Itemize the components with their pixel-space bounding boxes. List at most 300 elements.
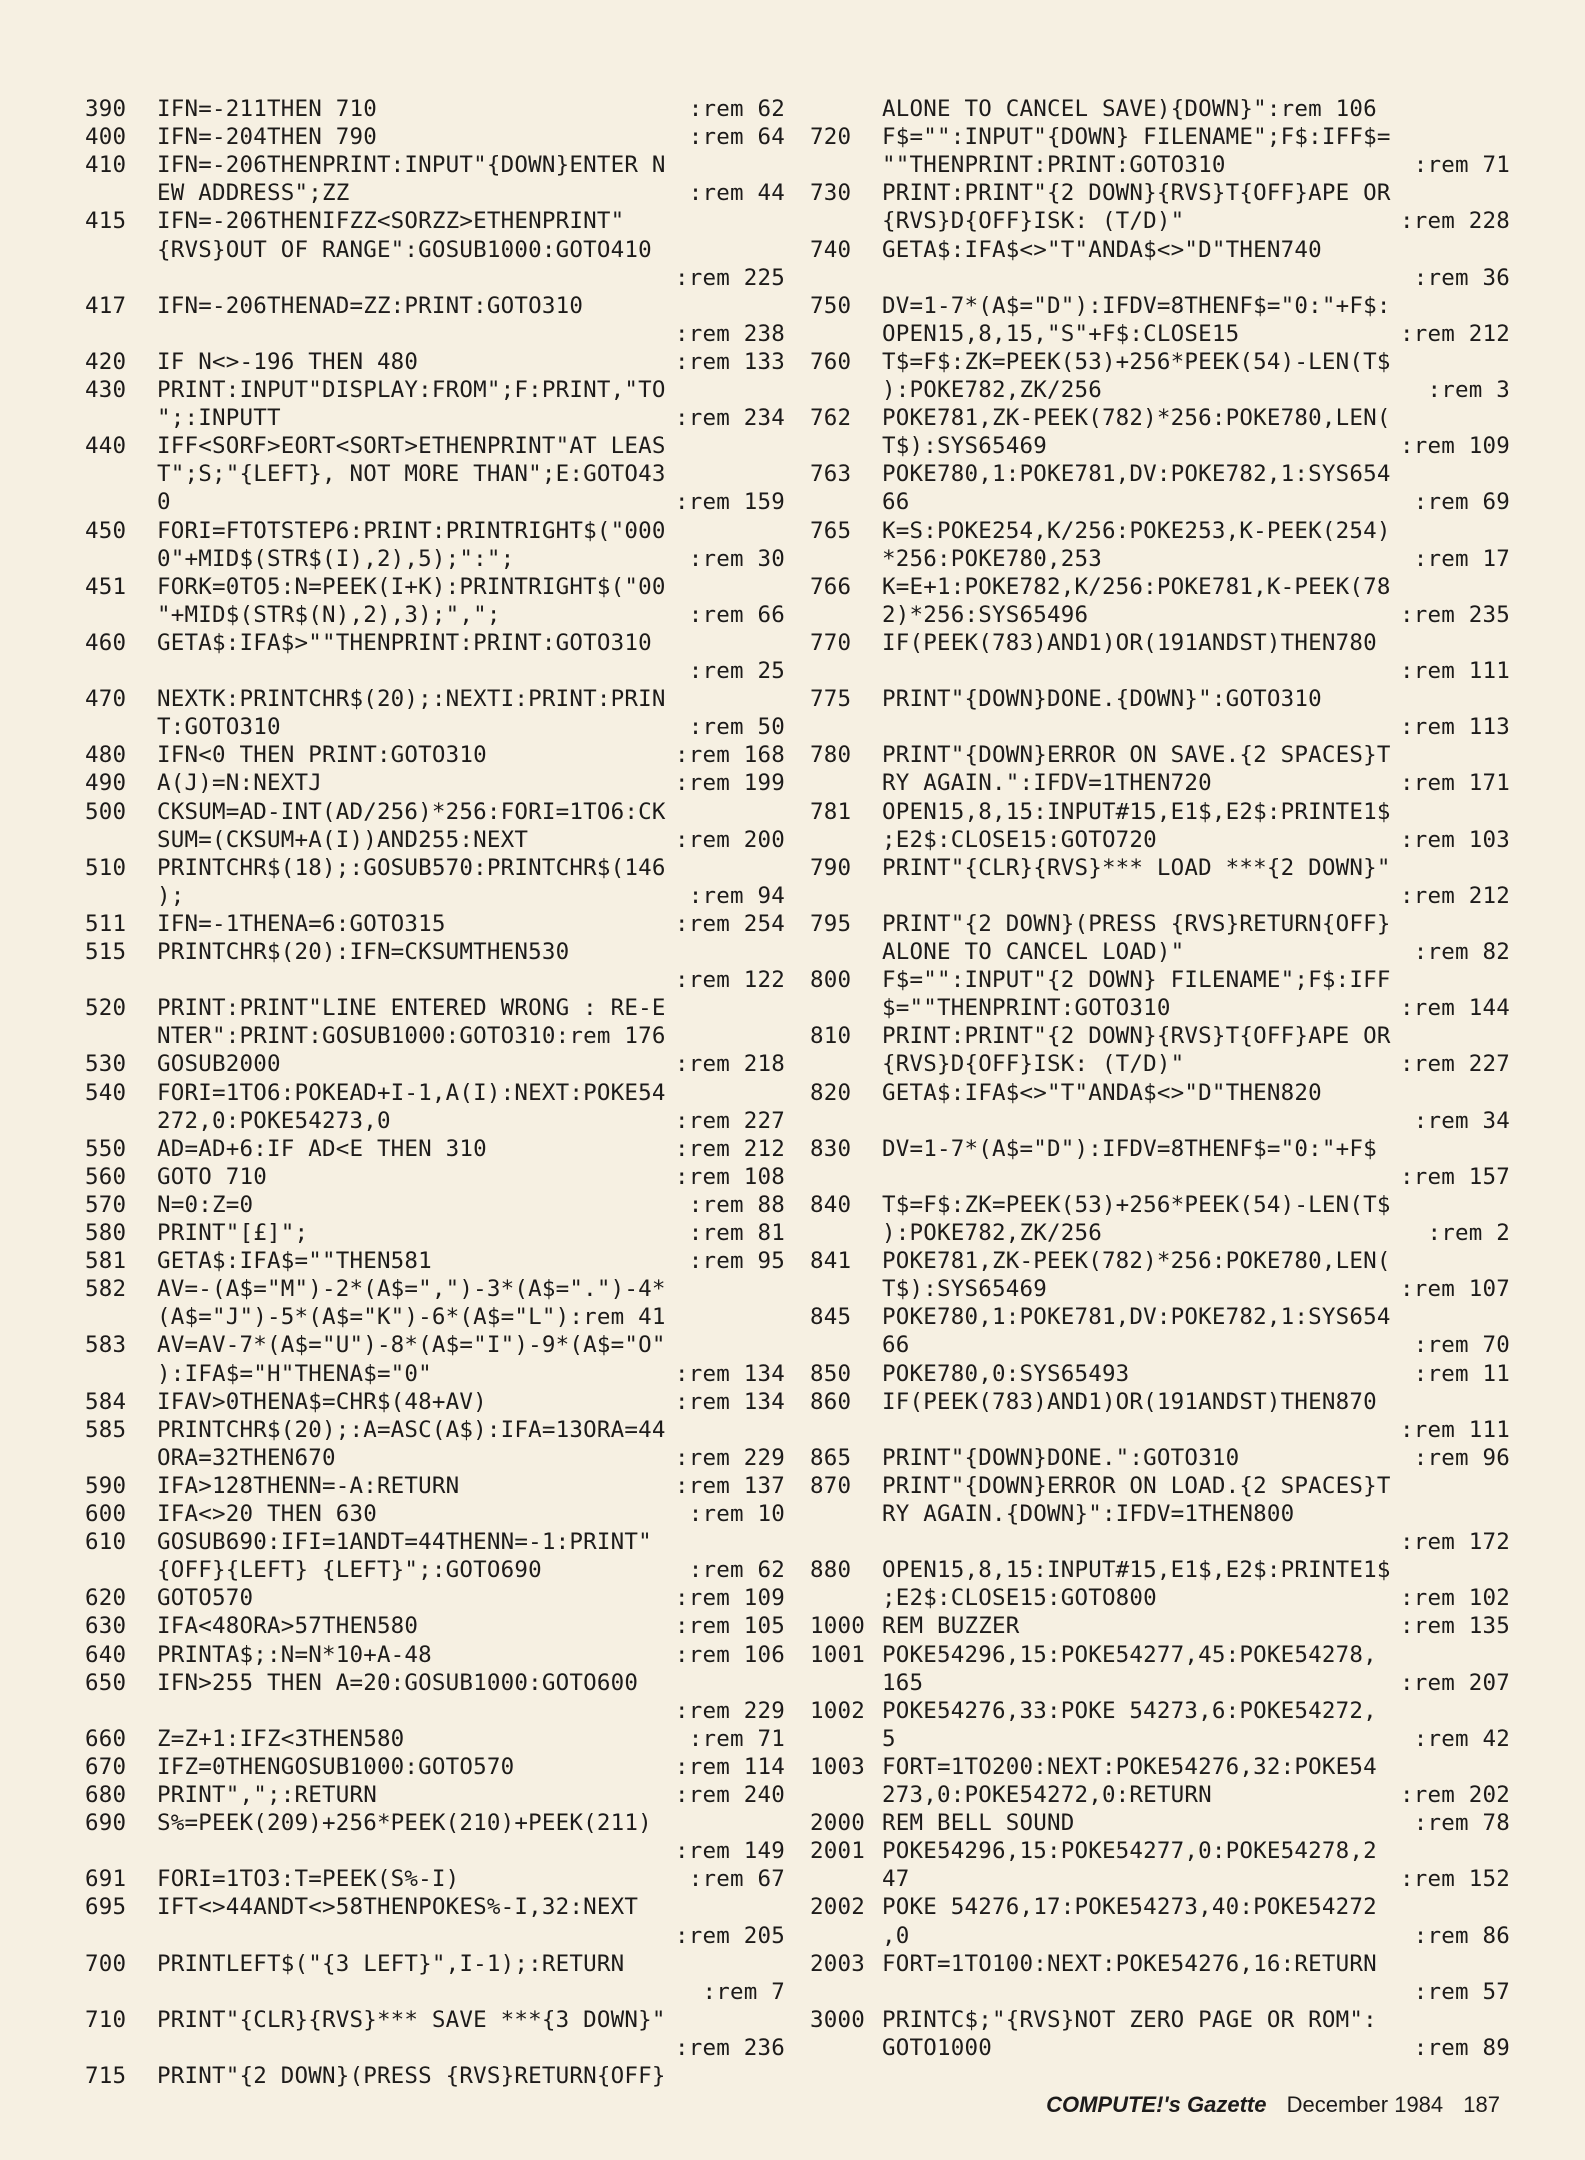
checksum-remark: :rem 212 xyxy=(1400,320,1510,347)
checksum-remark: :rem 199 xyxy=(675,770,785,797)
code-text: IFN>255 THEN A=20:GOSUB1000:GOTO600 xyxy=(157,1669,639,1696)
checksum-remark: :rem 152 xyxy=(1400,1866,1510,1893)
code-text: N=0:Z=0 xyxy=(157,1191,254,1218)
line-number: 460 xyxy=(85,629,127,656)
checksum-remark: :rem 25 xyxy=(688,658,785,684)
code-text: POKE780,1:POKE781,DV:POKE782,1:SYS654 xyxy=(882,461,1391,488)
code-line xyxy=(810,994,1510,1022)
line-number: 865 xyxy=(810,1444,852,1471)
code-line xyxy=(85,2062,785,2090)
checksum-remark: :rem 122 xyxy=(675,967,785,994)
checksum-remark: :rem 168 xyxy=(675,742,785,769)
code-line xyxy=(85,1809,785,1837)
code-text: RY AGAIN.{DOWN}":IFDV=1THEN800 xyxy=(882,1501,1295,1527)
line-number: 640 xyxy=(85,1641,127,1668)
line-number: 590 xyxy=(85,1472,127,1499)
code-text: GETA$:IFA$>""THENPRINT:PRINT:GOTO310 xyxy=(157,629,652,656)
code-text: *256:POKE780,253 xyxy=(882,545,1102,572)
checksum-remark: :rem 103 xyxy=(1400,826,1510,853)
code-text: T";S;"{LEFT}, NOT MORE THAN";E:GOTO43 xyxy=(157,461,666,488)
issue-date: December 1984 xyxy=(1286,2092,1444,2117)
code-text: ):IFA$="H"THENA$="0" xyxy=(157,1360,432,1387)
checksum-remark: :rem 69 xyxy=(1413,489,1510,516)
code-text: EW ADDRESS";ZZ xyxy=(157,180,350,207)
code-text: F$="":INPUT"{2 DOWN} FILENAME";F$:IFF xyxy=(882,967,1391,994)
code-line xyxy=(85,1135,785,1163)
code-text: IFN=-206THENAD=ZZ:PRINT:GOTO310 xyxy=(157,292,584,319)
line-number: 850 xyxy=(810,1360,852,1387)
checksum-remark: :rem 94 xyxy=(688,882,785,909)
line-number: 765 xyxy=(810,517,852,544)
code-text: NEXTK:PRINTCHR$(20);:NEXTI:PRINT:PRIN xyxy=(157,686,666,713)
code-line xyxy=(810,657,1510,685)
code-text: IFN<0 THEN PRINT:GOTO310 xyxy=(157,742,487,769)
code-line xyxy=(810,1079,1510,1107)
code-line xyxy=(810,1922,1510,1950)
line-number: 710 xyxy=(85,2006,127,2033)
code-line xyxy=(85,264,785,292)
line-number: 620 xyxy=(85,1585,127,1612)
line-number: 410 xyxy=(85,152,127,179)
line-number: 600 xyxy=(85,1501,127,1527)
line-number: 775 xyxy=(810,686,852,713)
code-text: 2)*256:SYS65496 xyxy=(882,601,1089,628)
code-line xyxy=(810,1388,1510,1416)
checksum-remark: :rem 227 xyxy=(675,1107,785,1134)
checksum-remark: :rem 200 xyxy=(675,826,785,853)
code-line xyxy=(85,1950,785,1978)
line-number: 860 xyxy=(810,1388,852,1415)
code-line xyxy=(85,1781,785,1809)
line-number: 400 xyxy=(85,124,127,151)
checksum-remark: :rem 113 xyxy=(1400,714,1510,741)
code-text: K=S:POKE254,K/256:POKE253,K-PEEK(254) xyxy=(882,517,1391,544)
code-text: PRINT"{2 DOWN}(PRESS {RVS}RETURN{OFF} xyxy=(157,2063,666,2089)
code-text: GOSUB690:IFI=1ANDT=44THENN=-1:PRINT" xyxy=(157,1529,652,1556)
code-line xyxy=(810,685,1510,713)
code-text: GETA$:IFA$=""THEN581 xyxy=(157,1248,432,1275)
code-text: 273,0:POKE54272,0:RETURN xyxy=(882,1782,1212,1808)
code-text: AD=AD+6:IF AD<E THEN 310 xyxy=(157,1135,487,1162)
checksum-remark: :rem 102 xyxy=(1400,1585,1510,1612)
code-line xyxy=(85,1416,785,1444)
code-text: PRINT"{CLR}{RVS}*** SAVE ***{3 DOWN}" xyxy=(157,2006,666,2033)
checksum-remark: :rem 159 xyxy=(675,489,785,516)
line-number: 2003 xyxy=(810,1950,865,1977)
checksum-remark: :rem 78 xyxy=(1413,1810,1510,1837)
code-line xyxy=(810,1500,1510,1528)
code-text: 0"+MID$(STR$(I),2),5);":"; xyxy=(157,545,515,572)
code-line xyxy=(85,488,785,516)
code-line xyxy=(810,1135,1510,1163)
code-text: PRINT:PRINT"LINE ENTERED WRONG : RE-E xyxy=(157,995,666,1022)
line-number: 1000 xyxy=(810,1613,865,1640)
checksum-remark: :rem 111 xyxy=(1400,1416,1510,1443)
code-text: FORK=0TO5:N=PEEK(I+K):PRINTRIGHT$("00 xyxy=(157,573,666,600)
code-line xyxy=(85,1978,785,2006)
code-text: (A$="J")-5*(A$="K")-6*(A$="L"):rem 41 xyxy=(157,1304,666,1331)
code-text: ;E2$:CLOSE15:GOTO800 xyxy=(882,1585,1157,1612)
code-line xyxy=(85,1922,785,1950)
code-text: 5 xyxy=(882,1725,896,1752)
code-text: IFN=-206THENPRINT:INPUT"{DOWN}ENTER N xyxy=(157,152,666,179)
code-text: 66 xyxy=(882,1332,910,1359)
line-number: 580 xyxy=(85,1220,127,1246)
line-number: 581 xyxy=(85,1248,127,1275)
code-line xyxy=(810,1584,1510,1612)
checksum-remark: :rem 2 xyxy=(1427,1220,1510,1246)
code-text: PRINT"{2 DOWN}(PRESS {RVS}RETURN{OFF} xyxy=(882,910,1391,937)
code-line xyxy=(85,1612,785,1640)
code-line xyxy=(810,910,1510,938)
code-line xyxy=(810,1472,1510,1500)
code-line xyxy=(810,1191,1510,1219)
checksum-remark: :rem 134 xyxy=(675,1388,785,1415)
code-text: ALONE TO CANCEL LOAD)" xyxy=(882,939,1185,965)
checksum-remark: :rem 157 xyxy=(1400,1163,1510,1190)
code-text: DV=1-7*(A$="D"):IFDV=8THENF$="0:"+F$ xyxy=(882,1135,1377,1162)
code-text: IFN=-204THEN 790 xyxy=(157,124,377,151)
code-text: 47 xyxy=(882,1866,910,1893)
checksum-remark: :rem 172 xyxy=(1400,1529,1510,1556)
code-text: PRINTCHR$(18);:GOSUB570:PRINTCHR$(146 xyxy=(157,854,666,881)
code-line xyxy=(85,179,785,207)
code-line xyxy=(810,1275,1510,1303)
line-number: 720 xyxy=(810,124,852,151)
code-text: ); xyxy=(157,882,185,909)
code-text: OPEN15,8,15,"S"+F$:CLOSE15 xyxy=(882,320,1240,347)
code-line xyxy=(810,1556,1510,1584)
code-text: PRINT"{DOWN}DONE.{DOWN}":GOTO310 xyxy=(882,686,1322,713)
checksum-remark: :rem 225 xyxy=(675,264,785,291)
code-text: PRINTC$;"{RVS}NOT ZERO PAGE OR ROM": xyxy=(882,2006,1377,2033)
code-line xyxy=(810,236,1510,264)
code-line xyxy=(85,1331,785,1359)
checksum-remark: :rem 212 xyxy=(675,1135,785,1162)
line-number: 715 xyxy=(85,2063,127,2089)
code-line xyxy=(810,1331,1510,1359)
code-line xyxy=(810,404,1510,432)
code-text: ";:INPUTT xyxy=(157,405,281,432)
code-line xyxy=(85,1247,785,1275)
code-text: GOTO570 xyxy=(157,1585,254,1612)
checksum-remark: :rem 234 xyxy=(675,405,785,432)
code-line xyxy=(810,826,1510,854)
code-text: RY AGAIN.":IFDV=1THEN720 xyxy=(882,770,1212,797)
line-number: 750 xyxy=(810,292,852,319)
line-number: 763 xyxy=(810,461,852,488)
code-text: POKE780,0:SYS65493 xyxy=(882,1360,1130,1387)
code-line xyxy=(85,95,785,123)
code-text: F$="":INPUT"{DOWN} FILENAME";F$:IFF$= xyxy=(882,124,1391,151)
checksum-remark: :rem 17 xyxy=(1413,545,1510,572)
code-line xyxy=(85,601,785,629)
code-line xyxy=(85,460,785,488)
checksum-remark: :rem 144 xyxy=(1400,995,1510,1022)
code-text: "+MID$(STR$(N),2),3);","; xyxy=(157,601,501,628)
code-text: GETA$:IFA$<>"T"ANDA$<>"D"THEN740 xyxy=(882,236,1322,263)
code-line xyxy=(810,264,1510,292)
code-text: FORT=1TO200:NEXT:POKE54276,32:POKE54 xyxy=(882,1753,1377,1780)
code-text: PRINT"{CLR}{RVS}*** LOAD ***{2 DOWN}" xyxy=(882,854,1391,881)
line-number: 880 xyxy=(810,1557,852,1584)
code-line xyxy=(810,1697,1510,1725)
code-line xyxy=(810,1725,1510,1753)
checksum-remark: :rem 30 xyxy=(688,545,785,572)
code-text: IFAV>0THENA$=CHR$(48+AV) xyxy=(157,1388,487,1415)
code-line xyxy=(85,236,785,264)
code-text: IF N<>-196 THEN 480 xyxy=(157,348,419,375)
code-text: IFA<48ORA>57THEN580 xyxy=(157,1613,419,1640)
code-line xyxy=(85,741,785,769)
checksum-remark: :rem 107 xyxy=(1400,1276,1510,1303)
line-number: 2000 xyxy=(810,1810,865,1837)
line-number: 430 xyxy=(85,377,127,403)
line-number: 520 xyxy=(85,995,127,1022)
code-text: S%=PEEK(209)+256*PEEK(210)+PEEK(211) xyxy=(157,1810,652,1837)
code-line xyxy=(810,1360,1510,1388)
code-line xyxy=(810,1247,1510,1275)
line-number: 1002 xyxy=(810,1697,865,1724)
code-text: 66 xyxy=(882,489,910,516)
checksum-remark: :rem 229 xyxy=(675,1697,785,1724)
code-line xyxy=(85,685,785,713)
code-line xyxy=(810,1753,1510,1781)
line-number: 770 xyxy=(810,629,852,656)
code-line xyxy=(85,517,785,545)
code-line xyxy=(810,488,1510,516)
code-text: POKE54296,15:POKE54277,45:POKE54278, xyxy=(882,1641,1377,1668)
line-number: 691 xyxy=(85,1866,127,1893)
line-number: 490 xyxy=(85,770,127,797)
code-line xyxy=(85,1050,785,1078)
code-line xyxy=(85,1753,785,1781)
checksum-remark: :rem 240 xyxy=(675,1782,785,1808)
line-number: 780 xyxy=(810,742,852,769)
code-line xyxy=(85,1725,785,1753)
line-number: 583 xyxy=(85,1332,127,1359)
code-line xyxy=(85,1528,785,1556)
code-line xyxy=(85,1837,785,1865)
code-text: AV=-(A$="M")-2*(A$=",")-3*(A$=".")-4* xyxy=(157,1276,666,1303)
checksum-remark: :rem 111 xyxy=(1400,658,1510,684)
code-line xyxy=(810,376,1510,404)
line-number: 440 xyxy=(85,433,127,460)
line-number: 550 xyxy=(85,1135,127,1162)
code-text: GOSUB2000 xyxy=(157,1051,281,1078)
code-line xyxy=(85,1556,785,1584)
checksum-remark: :rem 10 xyxy=(688,1501,785,1527)
checksum-remark: :rem 133 xyxy=(675,348,785,375)
code-line xyxy=(810,460,1510,488)
code-line xyxy=(810,1219,1510,1247)
code-text: PRINT"{DOWN}ERROR ON SAVE.{2 SPACES}T xyxy=(882,742,1391,769)
line-number: 500 xyxy=(85,798,127,825)
code-line xyxy=(85,994,785,1022)
code-text: POKE54276,33:POKE 54273,6:POKE54272, xyxy=(882,1697,1377,1724)
code-line xyxy=(810,938,1510,966)
line-number: 740 xyxy=(810,236,852,263)
code-text: POKE 54276,17:POKE54273,40:POKE54272 xyxy=(882,1894,1377,1921)
checksum-remark: :rem 235 xyxy=(1400,601,1510,628)
code-line xyxy=(810,179,1510,207)
code-line xyxy=(810,1416,1510,1444)
checksum-remark: :rem 202 xyxy=(1400,1782,1510,1808)
checksum-remark: :rem 62 xyxy=(688,96,785,122)
code-text: T$):SYS65469 xyxy=(882,433,1047,460)
checksum-remark: :rem 238 xyxy=(675,320,785,347)
line-number: 762 xyxy=(810,405,852,432)
code-text: IF(PEEK(783)AND1)OR(191ANDST)THEN870 xyxy=(882,1388,1377,1415)
code-line xyxy=(810,798,1510,826)
line-number: 582 xyxy=(85,1276,127,1303)
line-number: 510 xyxy=(85,854,127,881)
code-line xyxy=(85,404,785,432)
line-number: 390 xyxy=(85,96,127,122)
checksum-remark: :rem 109 xyxy=(1400,433,1510,460)
line-number: 450 xyxy=(85,517,127,544)
publication-name: COMPUTE!'s Gazette xyxy=(1046,2092,1267,2117)
code-text: IFT<>44ANDT<>58THENPOKES%-I,32:NEXT xyxy=(157,1894,639,1921)
code-text: Z=Z+1:IFZ<3THEN580 xyxy=(157,1725,405,1752)
code-line xyxy=(85,657,785,685)
code-text: PRINT:INPUT"DISPLAY:FROM";F:PRINT,"TO xyxy=(157,377,666,403)
code-line xyxy=(85,938,785,966)
code-text: PRINT:PRINT"{2 DOWN}{RVS}T{OFF}APE OR xyxy=(882,1023,1391,1050)
line-number: 2002 xyxy=(810,1894,865,1921)
code-line xyxy=(810,713,1510,741)
code-line xyxy=(85,910,785,938)
code-line xyxy=(85,798,785,826)
checksum-remark: :rem 44 xyxy=(688,180,785,207)
code-text: K=E+1:POKE782,K/256:POKE781,K-PEEK(78 xyxy=(882,573,1391,600)
checksum-remark: :rem 66 xyxy=(688,601,785,628)
checksum-remark: :rem 171 xyxy=(1400,770,1510,797)
code-text: GOTO 710 xyxy=(157,1163,267,1190)
code-line xyxy=(810,882,1510,910)
code-text: AV=AV-7*(A$="U")-8*(A$="I")-9*(A$="O" xyxy=(157,1332,666,1359)
checksum-remark: :rem 218 xyxy=(675,1051,785,1078)
checksum-remark: :rem 36 xyxy=(1413,264,1510,291)
code-text: FORI=FTOTSTEP6:PRINT:PRINTRIGHT$("000 xyxy=(157,517,666,544)
code-line xyxy=(810,1641,1510,1669)
code-line xyxy=(85,432,785,460)
checksum-remark: :rem 34 xyxy=(1413,1107,1510,1134)
line-number: 560 xyxy=(85,1163,127,1190)
line-number: 585 xyxy=(85,1416,127,1443)
code-text: PRINTA$;:N=N*10+A-48 xyxy=(157,1641,432,1668)
code-text: ORA=32THEN670 xyxy=(157,1444,336,1471)
code-text: T$=F$:ZK=PEEK(53)+256*PEEK(54)-LEN(T$ xyxy=(882,1191,1391,1218)
code-text: POKE780,1:POKE781,DV:POKE782,1:SYS654 xyxy=(882,1304,1391,1331)
code-text: ):POKE782,ZK/256 xyxy=(882,1220,1102,1246)
code-line xyxy=(810,1865,1510,1893)
code-line xyxy=(85,1444,785,1472)
code-line xyxy=(810,292,1510,320)
checksum-remark: :rem 135 xyxy=(1400,1613,1510,1640)
code-line xyxy=(810,1303,1510,1331)
code-line xyxy=(85,629,785,657)
code-text: PRINTCHR$(20);:A=ASC(A$):IFA=13ORA=44 xyxy=(157,1416,666,1443)
code-text: POKE54296,15:POKE54277,0:POKE54278,2 xyxy=(882,1838,1377,1865)
checksum-remark: :rem 67 xyxy=(688,1866,785,1893)
checksum-remark: :rem 3 xyxy=(1427,377,1510,403)
checksum-remark: :rem 82 xyxy=(1413,939,1510,965)
code-text: SUM=(CKSUM+A(I))AND255:NEXT xyxy=(157,826,529,853)
code-text: REM BELL SOUND xyxy=(882,1810,1075,1837)
code-text: IFA<>20 THEN 630 xyxy=(157,1501,377,1527)
line-number: 810 xyxy=(810,1023,852,1050)
code-line xyxy=(810,207,1510,235)
checksum-remark: :rem 254 xyxy=(675,910,785,937)
code-text: {OFF}{LEFT} {LEFT}";:GOTO690 xyxy=(157,1557,542,1584)
code-line xyxy=(810,769,1510,797)
line-number: 417 xyxy=(85,292,127,319)
line-number: 840 xyxy=(810,1191,852,1218)
line-number: 845 xyxy=(810,1304,852,1331)
line-number: 730 xyxy=(810,180,852,207)
line-number: 841 xyxy=(810,1248,852,1275)
line-number: 610 xyxy=(85,1529,127,1556)
code-line xyxy=(810,1612,1510,1640)
code-line xyxy=(85,1079,785,1107)
line-number: 790 xyxy=(810,854,852,881)
code-line xyxy=(810,432,1510,460)
code-text: NTER":PRINT:GOSUB1000:GOTO310:rem 176 xyxy=(157,1023,666,1050)
code-text: {RVS}OUT OF RANGE":GOSUB1000:GOTO410 xyxy=(157,236,652,263)
code-text: ""THENPRINT:PRINT:GOTO310 xyxy=(882,152,1226,179)
checksum-remark: :rem 207 xyxy=(1400,1669,1510,1696)
line-number: 540 xyxy=(85,1079,127,1106)
code-text: ALONE TO CANCEL SAVE){DOWN}":rem 106 xyxy=(882,96,1377,122)
line-number: 766 xyxy=(810,573,852,600)
code-text: PRINT",";:RETURN xyxy=(157,1782,377,1808)
code-line xyxy=(810,573,1510,601)
code-line xyxy=(810,348,1510,376)
code-line xyxy=(85,207,785,235)
line-number: 760 xyxy=(810,348,852,375)
code-text: GETA$:IFA$<>"T"ANDA$<>"D"THEN820 xyxy=(882,1079,1322,1106)
line-number: 630 xyxy=(85,1613,127,1640)
page-number: 187 xyxy=(1463,2092,1500,2117)
line-number: 584 xyxy=(85,1388,127,1415)
line-number: 570 xyxy=(85,1191,127,1218)
checksum-remark: :rem 227 xyxy=(1400,1051,1510,1078)
line-number: 820 xyxy=(810,1079,852,1106)
code-text: GOTO1000 xyxy=(882,2034,992,2061)
code-line xyxy=(810,545,1510,573)
code-text: POKE781,ZK-PEEK(782)*256:POKE780,LEN( xyxy=(882,405,1391,432)
code-text: T$):SYS65469 xyxy=(882,1276,1047,1303)
checksum-remark: :rem 105 xyxy=(675,1613,785,1640)
checksum-remark: :rem 89 xyxy=(1413,2034,1510,2061)
code-line xyxy=(810,1163,1510,1191)
checksum-remark: :rem 71 xyxy=(688,1725,785,1752)
code-line xyxy=(810,151,1510,179)
code-text: PRINT"{DOWN}ERROR ON LOAD.{2 SPACES}T xyxy=(882,1472,1391,1499)
line-number: 3000 xyxy=(810,2006,865,2033)
code-line xyxy=(85,966,785,994)
line-number: 515 xyxy=(85,939,127,965)
checksum-remark: :rem 50 xyxy=(688,714,785,741)
checksum-remark: :rem 109 xyxy=(675,1585,785,1612)
code-line xyxy=(85,882,785,910)
code-line xyxy=(810,1781,1510,1809)
code-line xyxy=(85,854,785,882)
line-number: 1003 xyxy=(810,1753,865,1780)
checksum-remark: :rem 71 xyxy=(1413,152,1510,179)
code-line xyxy=(85,2034,785,2062)
